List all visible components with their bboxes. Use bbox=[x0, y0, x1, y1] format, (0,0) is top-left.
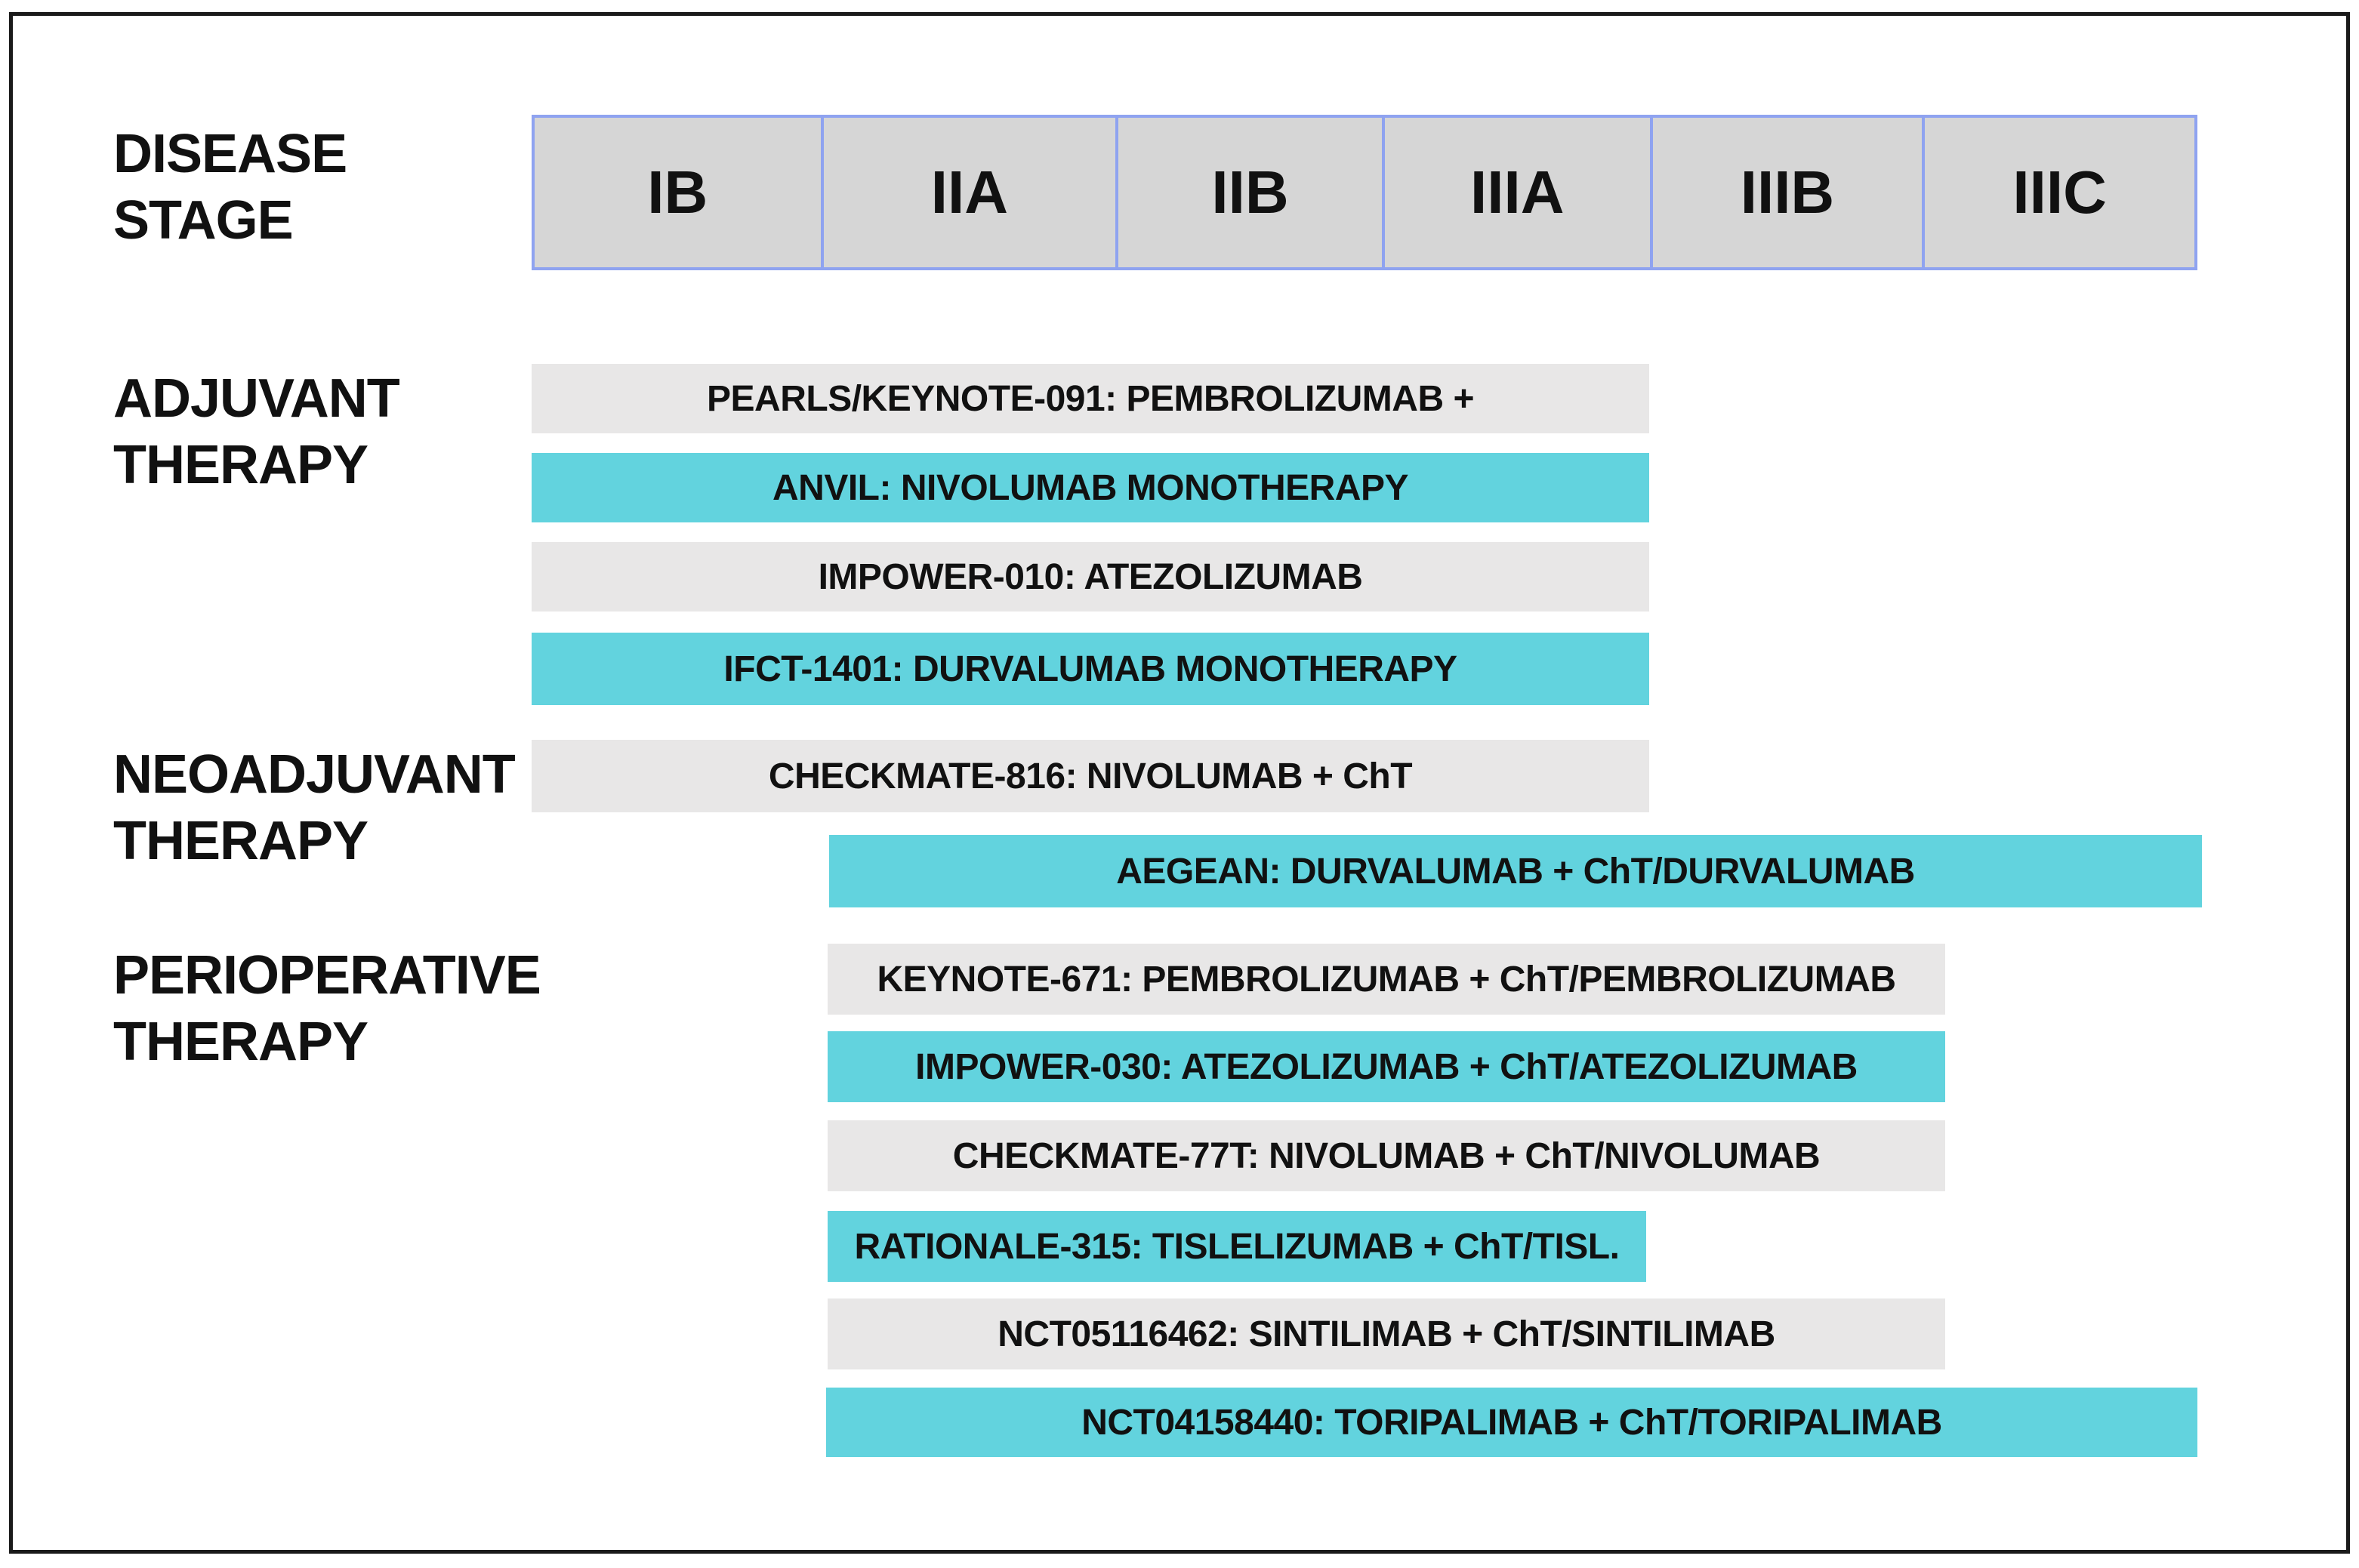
trial-bar-checkmate-816: CHECKMATE-816: NIVOLUMAB + ChT bbox=[532, 740, 1649, 812]
trial-bar-nct05116462: NCT05116462: SINTILIMAB + ChT/SINTILIMAB bbox=[828, 1298, 1945, 1369]
trial-bar-aegean: AEGEAN: DURVALUMAB + ChT/DURVALUMAB bbox=[829, 835, 2202, 907]
trial-bar-impower-010: IMPOWER-010: ATEZOLIZUMAB bbox=[532, 542, 1649, 611]
stage-cell-iiic: IIIC bbox=[2012, 159, 2107, 226]
stage-cell-ib: IB bbox=[535, 118, 824, 267]
disease-stage-label: DISEASE STAGE bbox=[113, 124, 347, 251]
stage-cell-iiib: IIIB bbox=[1653, 118, 1926, 267]
trial-bar-nct04158440: NCT04158440: TORIPALIMAB + ChT/TORIPALIMAB bbox=[826, 1388, 2197, 1457]
neoadjuvant-therapy-label: NEOADJUVANT THERAPY bbox=[113, 744, 515, 871]
trial-bar-anvil: ANVIL: NIVOLUMAB MONOTHERAPY bbox=[532, 453, 1649, 522]
perioperative-therapy-label: PERIOPERATIVE THERAPY bbox=[113, 945, 541, 1072]
disease-stage-bar bbox=[532, 115, 2197, 270]
trial-bar-impower-030: IMPOWER-030: ATEZOLIZUMAB + ChT/ATEZOLIZUMAB bbox=[828, 1031, 1945, 1102]
stage-cell-iiia: IIIA bbox=[1385, 118, 1653, 267]
trial-bar-pearls-keynote-091: PEARLS/KEYNOTE-091: PEMBROLIZUMAB + bbox=[532, 364, 1649, 433]
trial-bar-keynote-671: KEYNOTE-671: PEMBROLIZUMAB + ChT/PEMBROLIZUMAB bbox=[828, 944, 1945, 1015]
stage-cell-iib: IIB bbox=[1118, 118, 1385, 267]
trial-bar-ifct-1401: IFCT-1401: DURVALUMAB MONOTHERAPY bbox=[532, 633, 1649, 705]
stage-cell-iia: IIA bbox=[824, 118, 1119, 267]
adjuvant-therapy-label: ADJUVANT THERAPY bbox=[113, 368, 399, 495]
trial-bar-checkmate-77t: CHECKMATE-77T: NIVOLUMAB + ChT/NIVOLUMAB bbox=[828, 1120, 1945, 1191]
trial-bar-rationale-315: RATIONALE-315: TISLELIZUMAB + ChT/TISL. bbox=[828, 1211, 1646, 1282]
